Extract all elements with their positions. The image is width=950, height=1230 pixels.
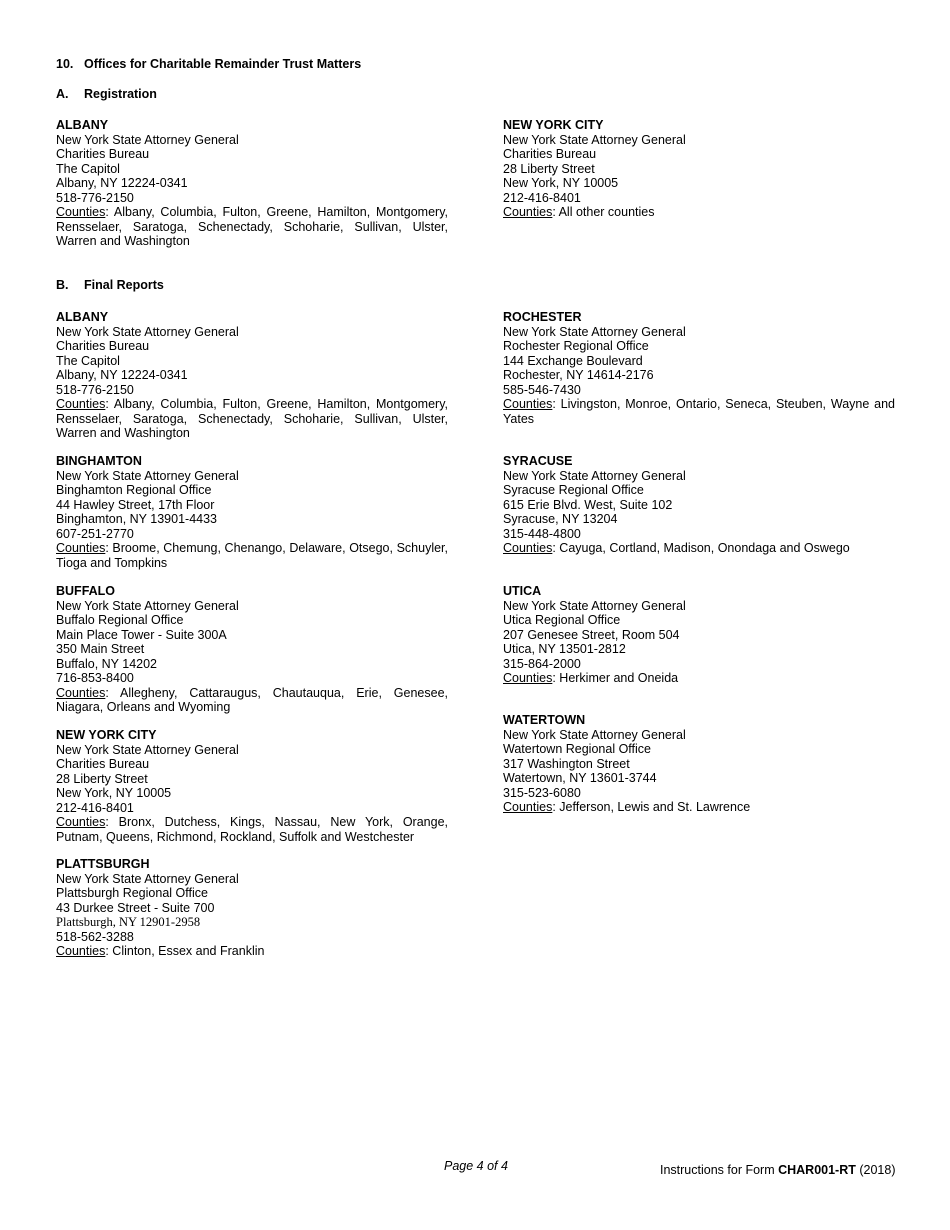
subsection-title: Registration: [84, 87, 157, 101]
office-address-line: New York State Attorney General: [56, 742, 239, 757]
counties-label: Counties: [56, 397, 106, 411]
office-address-line: 317 Washington Street: [503, 756, 630, 771]
counties-list: : Clinton, Essex and Franklin: [105, 944, 265, 958]
office-address-line: Syracuse Regional Office: [503, 483, 644, 497]
office-address-line: Charities Bureau: [56, 147, 150, 161]
office-counties: [503, 671, 895, 686]
counties-list: : Herkimer and Oneida: [552, 671, 679, 685]
office-counties: [503, 800, 895, 815]
counties-label: Counties: [503, 541, 553, 555]
office-address-line: New York State Attorney General: [56, 598, 239, 613]
office-address-line: 315-523-6080: [503, 785, 581, 800]
office-address-line: Rochester, NY 14614-2176: [503, 368, 654, 382]
office-address-line: Charities Bureau: [56, 757, 150, 771]
office-counties: [56, 397, 448, 441]
office-address-line: New York State Attorney General: [503, 132, 686, 147]
office-address-line: 518-562-3288: [56, 929, 134, 944]
office-name: SYRACUSE: [503, 454, 573, 468]
subsection-heading-registration: [56, 87, 157, 101]
office-block: [56, 857, 448, 959]
counties-list: : Jefferson, Lewis and St. Lawrence: [552, 800, 751, 814]
office-address-line: New York State Attorney General: [56, 468, 239, 483]
counties-label: Counties: [503, 397, 553, 411]
office-block: [503, 584, 895, 686]
office-counties: [503, 541, 895, 556]
office-address-line: 212-416-8401: [503, 190, 581, 205]
office-address-line: 518-776-2150: [56, 190, 134, 205]
office-address-line: 28 Liberty Street: [503, 161, 595, 176]
office-address-line: 518-776-2150: [56, 382, 134, 397]
counties-label: Counties: [56, 205, 106, 219]
office-address-line: 607-251-2770: [56, 526, 134, 541]
form-name: CHAR001-RT: [778, 1163, 856, 1177]
office-name: ALBANY: [56, 310, 109, 324]
counties-label: Counties: [56, 815, 106, 829]
counties-label: Counties: [503, 800, 553, 814]
page-number: Page 4 of 4: [444, 1159, 508, 1173]
office-block: [503, 454, 895, 556]
office-address-line: 207 Genesee Street, Room 504: [503, 627, 680, 642]
subsection-letter: B.: [56, 278, 69, 292]
office-address-line: 350 Main Street: [56, 642, 145, 656]
office-name: UTICA: [503, 584, 542, 598]
office-address-line: Utica, NY 13501-2812: [503, 642, 626, 656]
office-address-line: Utica Regional Office: [503, 613, 621, 627]
office-address-line: Buffalo Regional Office: [56, 613, 184, 627]
counties-list: : Allegheny, Cattaraugus, Chautauqua, Erie, Genesee, Niagara, Orleans and Wyoming: [56, 685, 448, 714]
office-address-line: New York, NY 10005: [503, 176, 619, 190]
office-address-line: 315-448-4800: [503, 526, 581, 541]
office-counties: [503, 205, 895, 220]
office-address-line: 716-853-8400: [56, 671, 134, 685]
office-name: WATERTOWN: [503, 713, 586, 727]
office-name: ALBANY: [56, 118, 109, 132]
office-address-line: 44 Hawley Street, 17th Floor: [56, 497, 215, 512]
office-address-line: 144 Exchange Boulevard: [503, 353, 643, 368]
counties-label: Counties: [56, 541, 106, 555]
office-address-line: 212-416-8401: [56, 800, 134, 815]
office-address-line: New York State Attorney General: [503, 324, 686, 339]
office-name: ROCHESTER: [503, 310, 582, 324]
office-counties: [503, 397, 895, 426]
section-heading: [56, 57, 361, 71]
office-counties: [56, 541, 448, 570]
office-address-line: Syracuse, NY 13204: [503, 512, 618, 526]
office-address-line: New York State Attorney General: [56, 324, 239, 339]
subsection-heading-final-reports: [56, 278, 164, 292]
office-counties: [56, 205, 448, 249]
office-counties: [56, 944, 448, 959]
office-address-line: Binghamton Regional Office: [56, 483, 212, 497]
subsection-letter: A.: [56, 87, 69, 101]
counties-label: Counties: [56, 685, 106, 700]
office-address-line: 585-546-7430: [503, 382, 581, 397]
office-address-line: Plattsburgh Regional Office: [56, 886, 208, 900]
office-address-line: Albany, NY 12224-0341: [56, 176, 188, 190]
office-address-line: Buffalo, NY 14202: [56, 656, 158, 671]
counties-list: : Bronx, Dutchess, Kings, Nassau, New York, Orange, Putnam, Queens, Richmond, Rockland, Suffolk and Westchester: [56, 815, 448, 844]
counties-label: Counties: [503, 671, 553, 685]
office-address-line: 28 Liberty Street: [56, 771, 148, 786]
office-address-line: Watertown Regional Office: [503, 742, 651, 756]
office-address-line: The Capitol: [56, 161, 120, 176]
office-block: [56, 584, 448, 715]
office-address-line: Charities Bureau: [503, 147, 597, 161]
office-address-line: 43 Durkee Street - Suite 700: [56, 900, 215, 915]
counties-list: : Albany, Columbia, Fulton, Greene, Hamilton, Montgomery, Rensselaer, Saratoga, Schenectady, Schoharie, Sullivan, Ulster, Warren and Washington: [56, 397, 448, 440]
section-title: Offices for Charitable Remainder Trust Matters: [84, 57, 362, 71]
form-year: (2018): [855, 1163, 896, 1177]
form-prefix: Instructions for Form: [660, 1163, 779, 1177]
office-address-line: New York State Attorney General: [503, 727, 686, 742]
office-counties: [56, 686, 448, 715]
office-block: [503, 118, 895, 220]
office-address-line: Watertown, NY 13601-3744: [503, 771, 657, 785]
office-address-line: Binghamton, NY 13901-4433: [56, 512, 217, 526]
office-address-line: New York State Attorney General: [56, 132, 239, 147]
counties-list: : Broome, Chemung, Chenango, Delaware, Otsego, Schuyler, Tioga and Tompkins: [56, 541, 448, 570]
counties-list: : All other counties: [552, 205, 655, 219]
counties-list: : Albany, Columbia, Fulton, Greene, Hamilton, Montgomery, Rensselaer, Saratoga, Schenectady, Schoharie, Sullivan, Ulster, Warren and Washington: [56, 205, 448, 248]
counties-list: : Cayuga, Cortland, Madison, Onondaga and Oswego: [552, 541, 850, 555]
office-address-line: 315-864-2000: [503, 656, 581, 671]
counties-list: : Livingston, Monroe, Ontario, Seneca, Steuben, Wayne and Yates: [503, 397, 895, 426]
form-footer: [660, 1163, 896, 1177]
office-name: BINGHAMTON: [56, 454, 142, 468]
subsection-title: Final Reports: [84, 278, 164, 292]
office-block: [56, 728, 448, 844]
office-name: BUFFALO: [56, 584, 116, 598]
office-name: NEW YORK CITY: [56, 728, 157, 742]
counties-label: Counties: [56, 944, 106, 958]
office-address-line: The Capitol: [56, 353, 120, 368]
office-address-line: Rochester Regional Office: [503, 339, 649, 353]
counties-label: Counties: [503, 205, 553, 219]
office-address-line: Plattsburgh, NY 12901-2958: [56, 915, 201, 929]
office-block: [56, 310, 448, 441]
office-counties: [56, 815, 448, 844]
office-address-line: 615 Erie Blvd. West, Suite 102: [503, 497, 673, 512]
office-address-line: New York, NY 10005: [56, 786, 172, 800]
office-block: [56, 454, 448, 570]
office-address-line: Main Place Tower - Suite 300A: [56, 627, 227, 642]
office-address-line: Charities Bureau: [56, 339, 150, 353]
office-address-line: New York State Attorney General: [56, 871, 239, 886]
office-block: [56, 118, 448, 249]
office-address-line: New York State Attorney General: [503, 468, 686, 483]
office-block: [503, 310, 895, 426]
section-number: 10.: [56, 57, 74, 71]
office-name: PLATTSBURGH: [56, 857, 150, 871]
office-address-line: New York State Attorney General: [503, 598, 686, 613]
office-block: [503, 713, 895, 815]
office-name: NEW YORK CITY: [503, 118, 604, 132]
office-address-line: Albany, NY 12224-0341: [56, 368, 188, 382]
